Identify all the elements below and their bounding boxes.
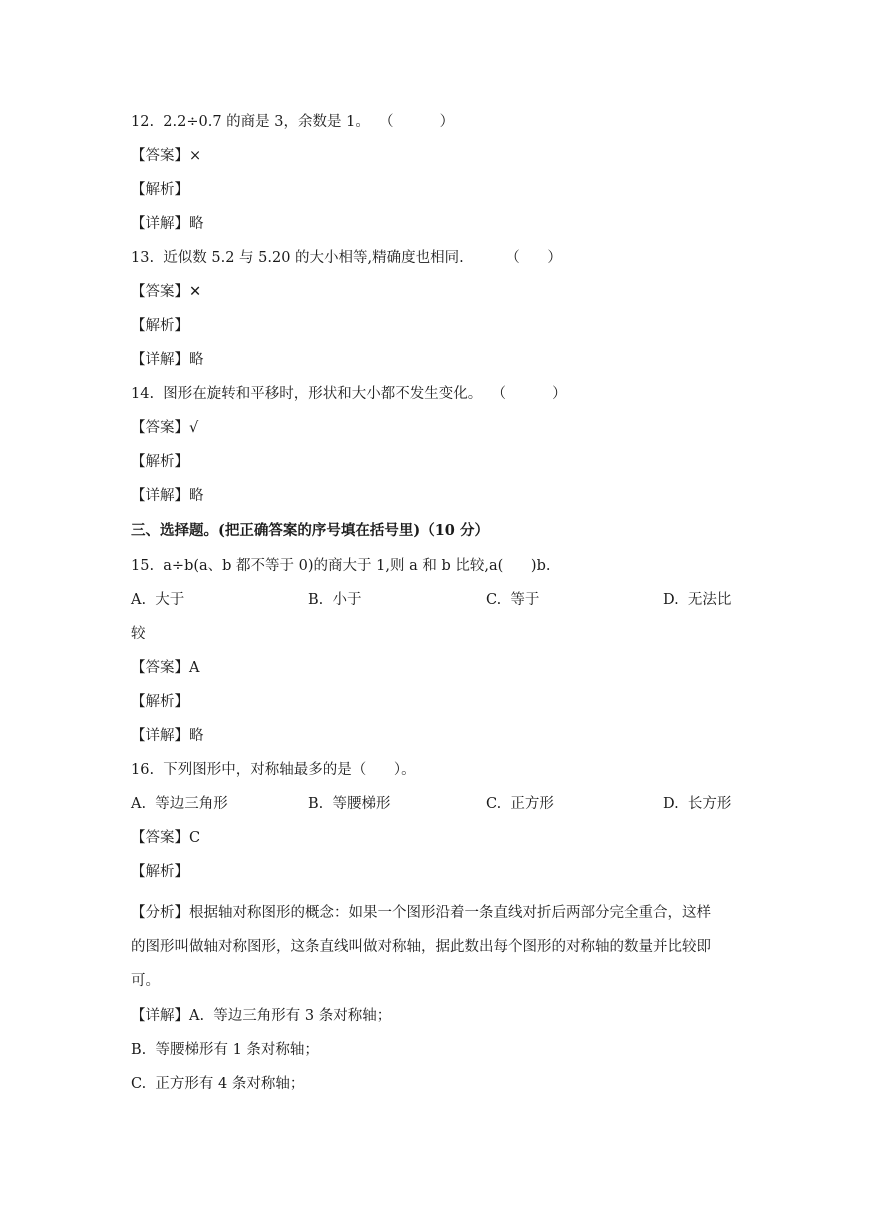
answer-15: 【答案】A: [131, 660, 200, 676]
detail-16-line-1: 【详解】A. 等边三角形有 3 条对称轴；: [131, 1008, 392, 1024]
analysis-15: 【解析】: [131, 694, 189, 710]
detail-14: 【详解】略: [131, 488, 204, 504]
analysis-12: 【解析】: [131, 182, 189, 198]
detail-12: 【详解】略: [131, 216, 204, 232]
question-15: 15. a÷b(a、b 都不等于 0)的商大于 1,则 a 和 b 比较,a( )b.: [131, 558, 551, 574]
q16-option-c: C. 正方形: [486, 796, 554, 812]
answer-16: 【答案】C: [131, 830, 201, 846]
fenxi-16-line-3: 可。: [131, 973, 160, 989]
fenxi-16-line-1: 【分析】根据轴对称图形的概念：如果一个图形沿着一条直线对折后两部分完全重合，这样: [131, 905, 711, 921]
detail-16-line-3: C. 正方形有 4 条对称轴；: [131, 1076, 305, 1092]
q15-option-c: C. 等于: [486, 592, 540, 608]
answer-13: 【答案】✕: [131, 284, 202, 300]
answer-12: 【答案】×: [131, 148, 202, 164]
q15-option-d-wrap: 较: [131, 626, 146, 642]
q15-option-d: D. 无法比: [663, 592, 732, 608]
q16-option-a: A. 等边三角形: [131, 796, 228, 812]
answer-14: 【答案】√: [131, 420, 199, 436]
question-12: 12. 2.2÷0.7 的商是 3，余数是 1。 （ ）: [131, 114, 455, 130]
question-13: 13. 近似数 5.2 与 5.20 的大小相等,精确度也相同. （ ）: [131, 250, 562, 266]
detail-13: 【详解】略: [131, 352, 204, 368]
analysis-13: 【解析】: [131, 318, 189, 334]
detail-15: 【详解】略: [131, 728, 204, 744]
question-14: 14. 图形在旋转和平移时，形状和大小都不发生变化。 （ ）: [131, 386, 567, 402]
q16-option-d: D. 长方形: [663, 796, 732, 812]
analysis-16: 【解析】: [131, 864, 189, 880]
question-16: 16. 下列图形中，对称轴最多的是（ ）。: [131, 762, 416, 778]
fenxi-16-line-2: 的图形叫做轴对称图形，这条直线叫做对称轴，据此数出每个图形的对称轴的数量并比较即: [131, 939, 711, 955]
q15-option-a: A. 大于: [131, 592, 185, 608]
section-3-title: 三、选择题。(把正确答案的序号填在括号里)（10 分）: [131, 522, 489, 539]
q16-option-b: B. 等腰梯形: [308, 796, 391, 812]
detail-16-line-2: B. 等腰梯形有 1 条对称轴；: [131, 1042, 319, 1058]
q15-option-b: B. 小于: [308, 592, 362, 608]
analysis-14: 【解析】: [131, 454, 189, 470]
